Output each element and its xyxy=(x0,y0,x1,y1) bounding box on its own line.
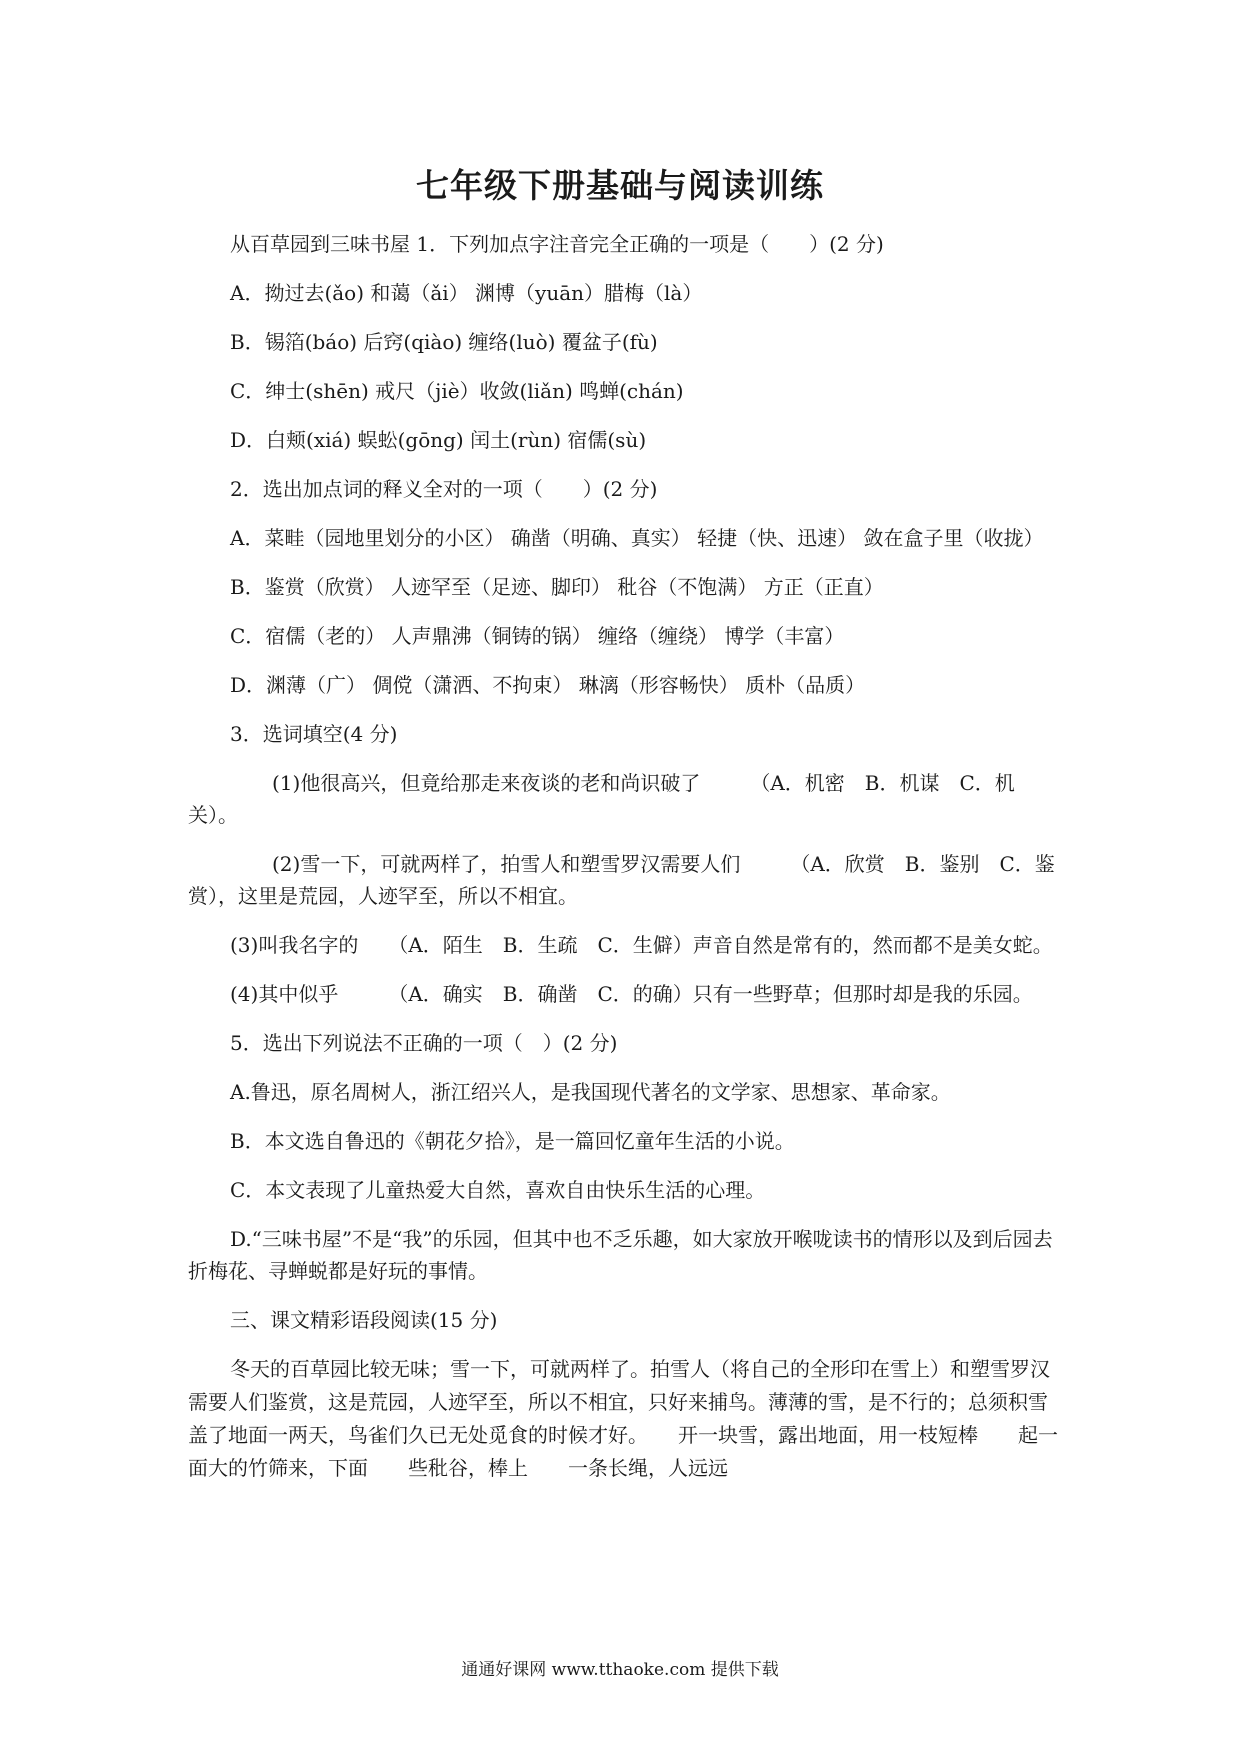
question-5-stem: 5．选出下列说法不正确的一项（ ）(2 分) xyxy=(230,1031,618,1055)
question-3-item-3: (3)叫我名字的 （A．陌生 B．生疏 C．生僻）声音自然是常有的，然而都不是美女蛇。 xyxy=(230,933,1053,957)
question-5-option-a: A.鲁迅，原名周树人，浙江绍兴人，是我国现代著名的文学家、思想家、革命家。 xyxy=(230,1080,951,1104)
question-2-option-a: A．菜畦（园地里划分的小区） 确凿（明确、真实） 轻捷（快、迅速） 敛在盒子里（收拢） xyxy=(230,526,1044,550)
reading-passage: 冬天的百草园比较无味；雪一下，可就两样了。拍雪人（将自己的全形印在雪上）和塑雪罗汉需要人们鉴赏，这是荒园，人迹罕至，所以不相宜，只好来捕鸟。薄薄的雪，是不行的；总须积雪盖了地面一两天，鸟雀们久已无处觅食的时候才好。 开一块雪，露出地面，用一枝短棒 起一面大的竹筛来，下面 些秕谷，棒上 一条长绳，人远远 xyxy=(188,1357,1058,1480)
question-5-option-d: D.“三味书屋”不是“我”的乐园，但其中也不乏乐趣，如大家放开喉咙读书的情形以及到后园去折梅花、寻蝉蜕都是好玩的事情。 xyxy=(188,1227,1053,1283)
question-3-item-2: (2)雪一下，可就两样了，拍雪人和塑雪罗汉需要人们 （A．欣赏 B．鉴别 C．鉴赏），这里是荒园，人迹罕至，所以不相宜。 xyxy=(188,852,1055,908)
question-5-option-c: C．本文表现了儿童热爱大自然，喜欢自由快乐生活的心理。 xyxy=(230,1178,766,1202)
section-3-heading: 三、课文精彩语段阅读(15 分) xyxy=(230,1308,498,1332)
question-1-stem: 从百草园到三味书屋 1．下列加点字注音完全正确的一项是（ ）(2 分) xyxy=(230,232,884,256)
question-1-option-a: A．拗过去(ǎo) 和蔼（ǎi） 渊博（yuān）腊梅（là） xyxy=(230,281,703,305)
question-3-stem: 3．选词填空(4 分) xyxy=(230,722,398,746)
question-2-option-b: B．鉴赏（欣赏） 人迹罕至（足迹、脚印） 秕谷（不饱满） 方正（正直） xyxy=(230,575,884,599)
question-2-option-c: C．宿儒（老的） 人声鼎沸（铜铸的锅） 缠络（缠绕） 博学（丰富） xyxy=(230,624,845,648)
question-1-option-d: D．白颊(xiá) 蜈蚣(gōng) 闰土(rùn) 宿儒(sù) xyxy=(230,428,647,452)
document-body xyxy=(188,228,1058,1497)
question-2-option-d: D．渊薄（广） 倜傥（潇洒、不拘束） 琳漓（形容畅快） 质朴（品质） xyxy=(230,673,866,697)
question-3-item-4: (4)其中似乎 （A．确实 B．确凿 C．的确）只有一些野草；但那时却是我的乐园。 xyxy=(230,982,1033,1006)
document-title: 七年级下册基础与阅读训练 xyxy=(416,166,824,205)
question-1-option-c: C．绅士(shēn) 戒尺（jiè）收敛(liǎn) 鸣蝉(chán) xyxy=(230,379,684,403)
question-2-stem: 2．选出加点词的释义全对的一项（ ）(2 分) xyxy=(230,477,658,501)
question-5-option-b: B．本文选自鲁迅的《朝花夕拾》，是一篇回忆童年生活的小说。 xyxy=(230,1129,795,1153)
page-footer: 通通好课网 www.tthaoke.com 提供下载 xyxy=(461,1660,779,1680)
question-1-option-b: B．锡箔(báo) 后窍(qiào) 缠络(luò) 覆盆子(fù) xyxy=(230,330,658,354)
question-3-item-1: (1)他很高兴，但竟给那走来夜谈的老和尚识破了 （A．机密 B．机谋 C．机关）。 xyxy=(188,771,1015,827)
